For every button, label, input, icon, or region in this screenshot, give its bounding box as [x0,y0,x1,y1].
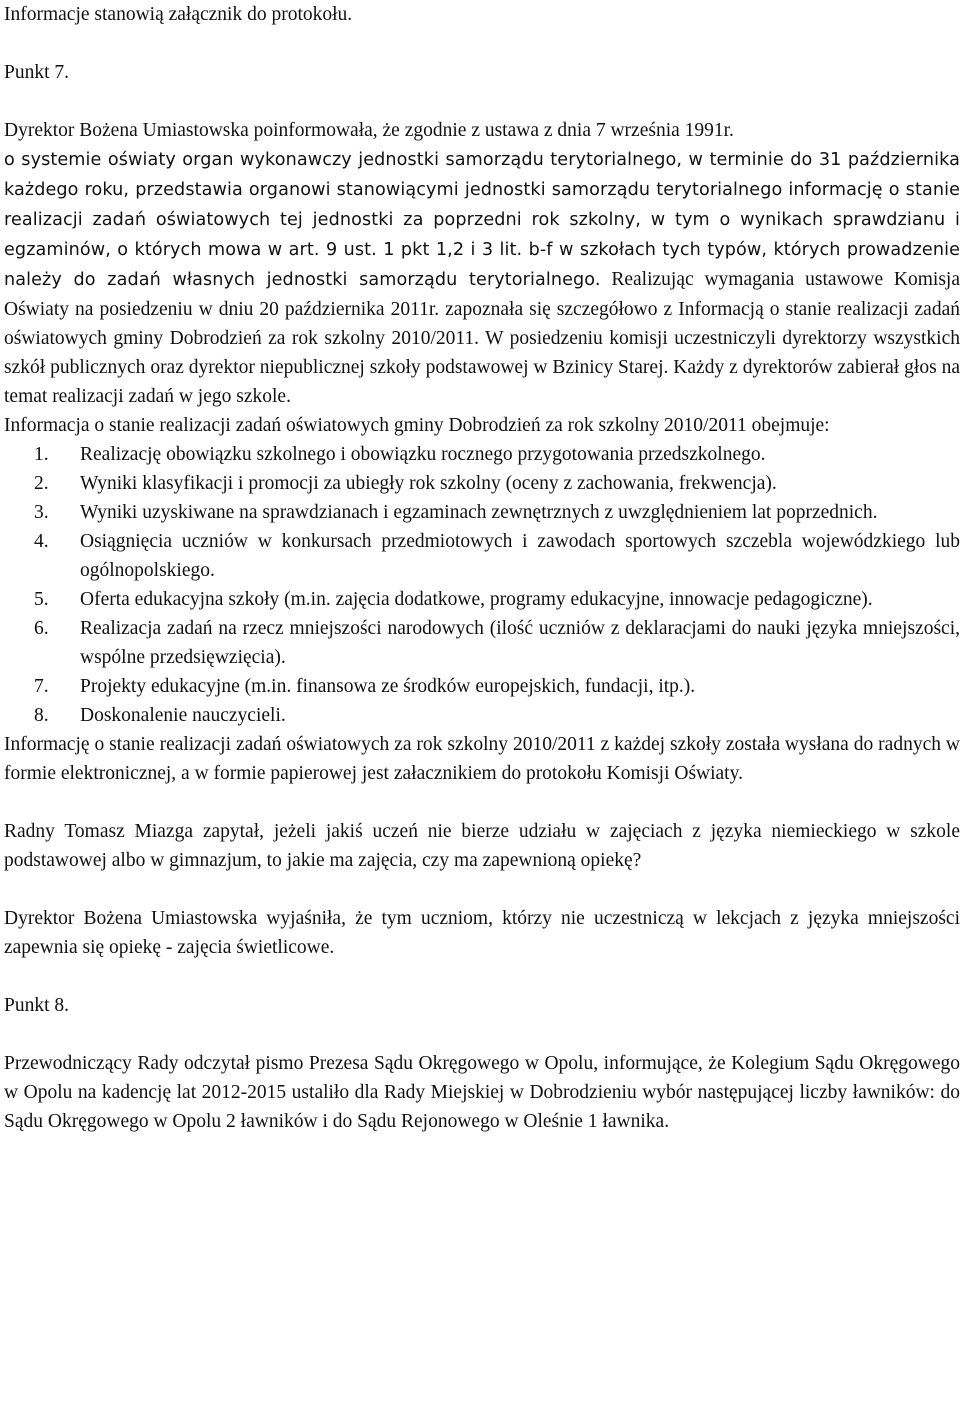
director-report-intro-line: Dyrektor Bożena Umiastowska poinformowała, że zgodnie z ustawa z dnia 7 września 1991r. [4,120,734,141]
section-heading-punkt-8: Punkt 8. [4,995,70,1016]
distribution-paragraph: Informację o stanie realizacji zadań oświatowych za rok szkolny 2010/2011 z każdej szkoły została wysłana do radnych w formie elektronicznej, a w formie papierowej jest załacznikiem do protokołu Komisji Oświaty. [4,734,960,784]
list-item-text: Realizacja zadań na rzecz mniejszości narodowych (ilość uczniów z deklaracjami do nauki języka mniejszości, wspólne przedsięwzięcia). [80,618,960,668]
list-item-number: 6. [34,618,49,639]
list-item [4,701,960,730]
spacer [4,1020,960,1049]
information-scope-list [4,440,960,730]
list-item-number: 7. [34,676,49,697]
attachment-note: Informacje stanowią załącznik do protokołu. [4,4,353,25]
spacer [4,29,960,58]
list-item [4,469,960,498]
list-item [4,614,960,672]
list-item-number: 2. [34,473,49,494]
list-item-text: Wyniki klasyfikacji i promocji za ubiegły rok szkolny (oceny z zachowania, frekwencja). [80,473,777,494]
list-item [4,527,960,585]
list-item-text: Doskonalenie nauczycieli. [80,705,286,726]
list-item-number: 8. [34,705,49,726]
spacer [4,962,960,991]
information-scope-paragraph: Informacja o stanie realizacji zadań oświatowych gminy Dobrodzień za rok szkolny 2010/2011 obejmuje: [4,415,830,436]
list-item [4,585,960,614]
spacer [4,875,960,904]
committee-meeting-text: Realizując wymagania ustawowe Komisja Oświaty na posiedzeniu w dniu 20 października 2011r. zapoznała się szczegółowo z Informacją o stanie realizacji zadań oświatowych gminy Dobrodzień za rok szkolny 2010/2011. W posiedzeniu komisji uczestniczyli dyrektorzy wszystkich szkół publicznych oraz dyrektor niepublicznej szkoły podstawowej w Bzinicy Starej. Każdy z dyrektorów zabierał głos na temat realizacji zadań w jego szkole. [4,269,960,407]
list-item-text: Wyniki uzyskiwane na sprawdzianach i egzaminach zewnętrznych z uwzględnieniem lat poprzednich. [80,502,878,523]
list-item [4,498,960,527]
list-item-number: 5. [34,589,49,610]
list-item-text: Projekty edukacyjne (m.in. finansowa ze środków europejskich, fundacji, itp.). [80,676,696,697]
director-answer-paragraph: Dyrektor Bożena Umiastowska wyjaśniła, że tym uczniom, którzy nie uczestniczą w lekcjach z języka mniejszości zapewnia się opiekę - zajęcia świetlicowe. [4,908,960,958]
list-item-number: 4. [34,531,49,552]
list-item-number: 3. [34,502,49,523]
list-item-text: Osiągnięcia uczniów w konkursach przedmiotowych i zawodach sportowych szczebla wojewódzkiego lub ogólnopolskiego. [80,531,960,581]
councillor-question-paragraph: Radny Tomasz Miazga zapytał, jeżeli jakiś uczeń nie bierze udziału w zajęciach z języka niemieckiego w szkole podstawowej albo w gimnazjum, to jakie ma zajęcia, czy ma zapewnioną opiekę? [4,821,960,871]
spacer [4,788,960,817]
section-heading-punkt-7: Punkt 7. [4,62,70,83]
list-item-text: Realizację obowiązku szkolnego i obowiązku rocznego przygotowania przedszkolnego. [80,444,766,465]
statute-citation-text: o systemie oświaty organ wykonawczy jednostki samorządu terytorialnego, w terminie do 31 października każdego roku, przedstawia organowi stanowiącymi jednostki samorządu terytorialnego informację o stanie realizacji zadań oświatowych tej jednostki za poprzedni rok szkolny, w tym o wynikach sprawdzianu i egzaminów, o których mowa w art. 9 ust. 1 pkt 1,2 i 3 lit. b-f w szkołach tych typów, których prowadzenie należy do zadań własnych jednostki samorządu terytorialnego. [4,150,960,290]
court-letter-paragraph: Przewodniczący Rady odczytał pismo Prezesa Sądu Okręgowego w Opolu, informujące, że Kolegium Sądu Okręgowego w Opolu na kadencję lat 2012-2015 ustaliło dla Rady Miejskiej w Dobrodzieniu wybór następującej liczby ławników: do Sądu Okręgowego w Opolu 2 ławników i do Sądu Rejonowego w Oleśnie 1 ławnika. [4,1053,960,1132]
list-item [4,672,960,701]
list-item-number: 1. [34,444,49,465]
spacer [4,87,960,116]
list-item [4,440,960,469]
director-report-paragraph [4,145,960,411]
list-item-text: Oferta edukacyjna szkoły (m.in. zajęcia dodatkowe, programy edukacyjne, innowacje pedagogiczne). [80,589,873,610]
